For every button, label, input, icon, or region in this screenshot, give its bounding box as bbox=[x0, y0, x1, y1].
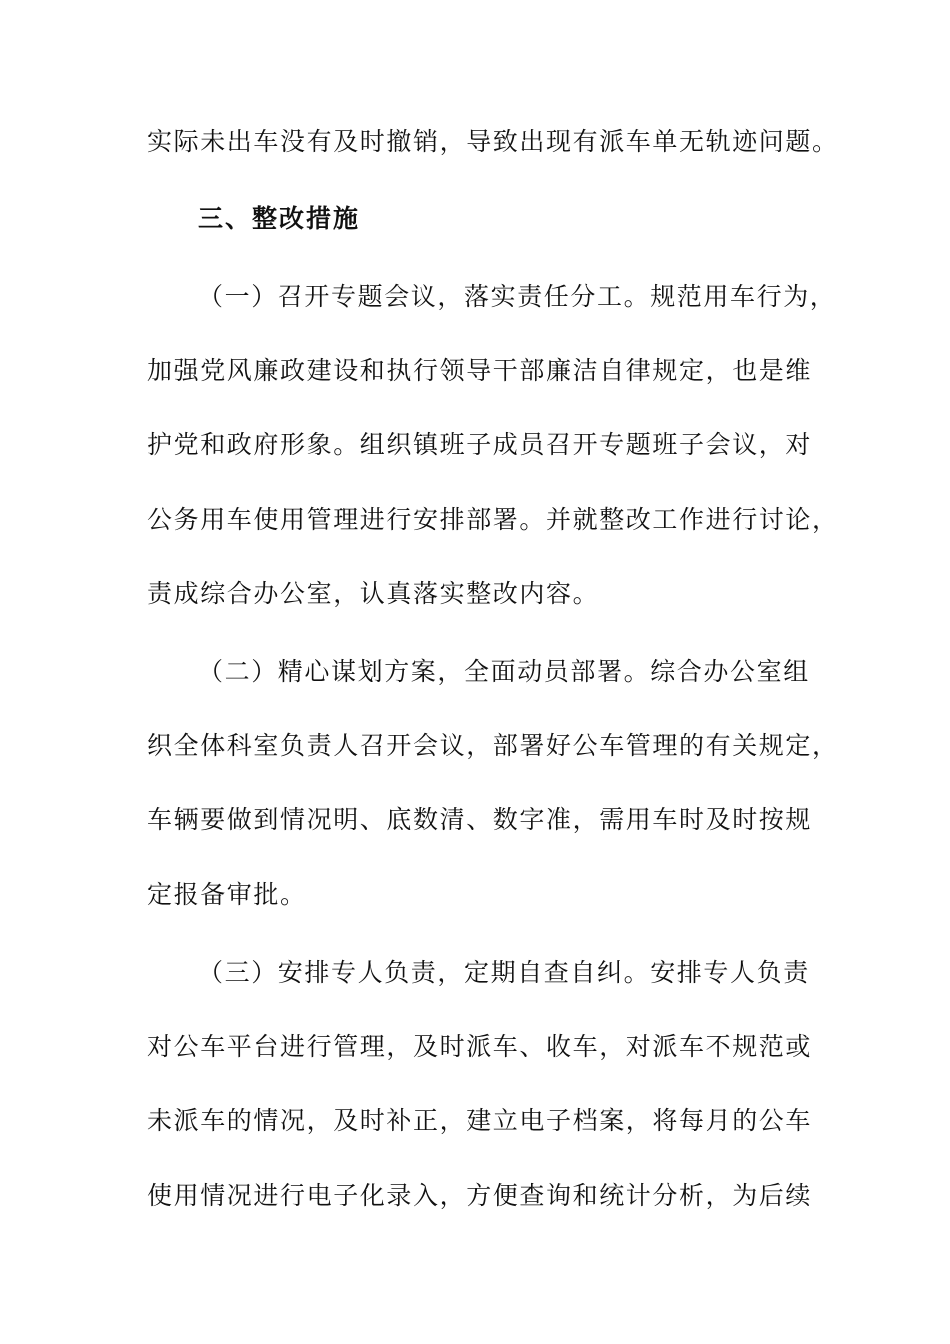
measure1-line-3: 护党和政府形象。组织镇班子成员召开专题班子会议，对 bbox=[147, 430, 813, 459]
measure3-line-2: 对公车平台进行管理，及时派车、收车，对派车不规范或 bbox=[147, 1032, 813, 1061]
measure1-line-5: 责成综合办公室，认真落实整改内容。 bbox=[147, 579, 600, 608]
section-heading: 三、整改措施 bbox=[198, 204, 361, 233]
measure1-line-1: （一）召开专题会议，落实责任分工。规范用车行为， bbox=[198, 282, 837, 311]
measure1-line-2: 加强党风廉政建设和执行领导干部廉洁自律规定，也是维 bbox=[147, 356, 813, 385]
measure2-line-2: 织全体科室负责人召开会议，部署好公车管理的有关规定， bbox=[147, 731, 839, 760]
measure2-line-1: （二）精心谋划方案，全面动员部署。综合办公室组 bbox=[198, 657, 810, 686]
paragraph-line-carryover: 实际未出车没有及时撤销，导致出现有派车单无轨迹问题。 bbox=[147, 127, 839, 156]
measure3-line-3: 未派车的情况，及时补正，建立电子档案，将每月的公车 bbox=[147, 1106, 813, 1135]
measure1-line-4: 公务用车使用管理进行安排部署。并就整改工作进行讨论， bbox=[147, 505, 839, 534]
measure3-line-4: 使用情况进行电子化录入，方便查询和统计分析，为后续 bbox=[147, 1181, 813, 1210]
measure2-line-4: 定报备审批。 bbox=[147, 880, 307, 909]
measure3-line-1: （三）安排专人负责，定期自查自纠。安排专人负责 bbox=[198, 958, 810, 987]
measure2-line-3: 车辆要做到情况明、底数清、数字准，需用车时及时按规 bbox=[147, 805, 813, 834]
